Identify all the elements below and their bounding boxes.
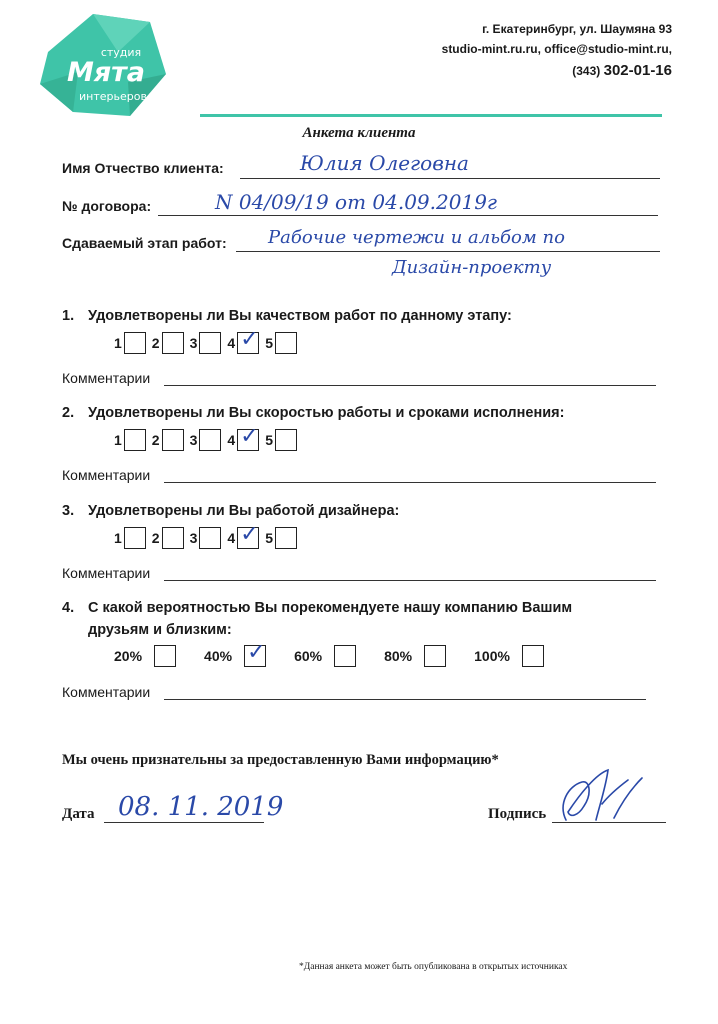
scale-label-3: 3 (189, 432, 198, 448)
option-box-100[interactable] (522, 645, 544, 667)
option-box-20[interactable] (154, 645, 176, 667)
scale-label-4: 4 (227, 530, 236, 546)
signature-label: Подпись (488, 806, 547, 822)
thanks-text: Мы очень признательны за предоставленную Вами информацию* (62, 752, 499, 768)
scale-label-1: 1 (114, 335, 122, 351)
header-divider (200, 114, 662, 117)
rating-box-5[interactable] (275, 332, 297, 354)
contact-phone: 302-01-16 (603, 62, 672, 79)
question-1-text: Удовлетворены ли Вы качеством работ по данному этапу: (88, 308, 512, 324)
contact-web-email: studio-mint.ru.ru, office@studio-mint.ru, (441, 42, 672, 56)
contact-phone-row (572, 62, 672, 79)
comment-label-3: Комментарии (62, 565, 151, 581)
rating-box-1[interactable] (124, 332, 146, 354)
contract-line (158, 215, 658, 216)
scale-label-5: 5 (265, 335, 273, 351)
check-mark-icon: ✓ (240, 424, 259, 449)
question-4-options (114, 640, 572, 667)
rating-box-5[interactable] (275, 429, 297, 451)
question-4 (62, 600, 572, 616)
scale-label-2: 2 (151, 432, 160, 448)
contract-value: N 04/09/19 от 04.09.2019г (215, 190, 498, 214)
question-3-text: Удовлетворены ли Вы работой дизайнера: (88, 503, 400, 519)
date-label: Дата (62, 806, 95, 822)
contact-address: г. Екатеринбург, ул. Шаумяна 93 (482, 22, 672, 36)
contract-label: № договора: (62, 198, 152, 214)
scale-label-3: 3 (189, 335, 198, 351)
logo-line2: Мята (66, 57, 146, 88)
rating-box-4[interactable] (237, 327, 259, 354)
scale-label-2: 2 (151, 530, 160, 546)
scale-label-4: 4 (227, 432, 236, 448)
date-value: 08. 11. 2019 (118, 792, 284, 822)
form-title: Анкета клиента (302, 125, 416, 141)
rating-box-5[interactable] (275, 527, 297, 549)
option-label-100: 100% (474, 648, 510, 664)
question-1 (62, 308, 512, 324)
question-2 (62, 405, 564, 421)
question-2-text: Удовлетворены ли Вы скоростью работы и сроками исполнения: (88, 405, 565, 421)
scale-label-1: 1 (114, 530, 122, 546)
question-1-number: 1. (62, 308, 75, 324)
option-label-80: 80% (384, 648, 413, 664)
question-2-scale (114, 424, 303, 451)
comment-line-2[interactable] (164, 482, 656, 483)
rating-box-3[interactable] (199, 527, 221, 549)
option-label-20: 20% (114, 648, 143, 664)
scale-label-1: 1 (114, 432, 122, 448)
studio-logo (38, 12, 168, 122)
logo-line1: студия (100, 46, 142, 59)
scale-label-4: 4 (227, 335, 236, 351)
client-name-value: Юлия Олеговна (300, 151, 469, 175)
comment-line-1[interactable] (164, 385, 656, 386)
check-mark-icon: ✓ (247, 640, 266, 665)
option-label-40: 40% (204, 648, 233, 664)
question-3-scale (114, 522, 303, 549)
question-2-number: 2. (62, 405, 75, 421)
date-line[interactable] (104, 822, 264, 823)
rating-box-3[interactable] (199, 332, 221, 354)
option-label-60: 60% (294, 648, 323, 664)
client-name-label: Имя Отчество клиента: (62, 160, 224, 176)
question-4-line1: С какой вероятностью Вы порекомендуете нашу компанию Вашим (88, 600, 573, 616)
rating-box-4[interactable] (237, 424, 259, 451)
rating-box-2[interactable] (162, 527, 184, 549)
comment-line-3[interactable] (164, 580, 656, 581)
comment-label-2: Комментарии (62, 467, 151, 483)
rating-box-2[interactable] (162, 429, 184, 451)
rating-box-3[interactable] (199, 429, 221, 451)
contact-phone-code: (343) (572, 64, 601, 78)
client-name-line (240, 178, 660, 179)
stage-value-2: Дизайн-проекту (392, 257, 552, 278)
question-1-scale (114, 327, 303, 354)
logo-line3: интерьеров (79, 90, 147, 103)
comment-label-1: Комментарии (62, 370, 151, 386)
scale-label-5: 5 (265, 432, 273, 448)
scale-label-5: 5 (265, 530, 273, 546)
question-3 (62, 503, 399, 519)
stage-value-1: Рабочие чертежи и альбом по (268, 227, 565, 248)
option-box-80[interactable] (424, 645, 446, 667)
handwritten-signature (556, 764, 646, 828)
rating-box-1[interactable] (124, 429, 146, 451)
comment-line-4[interactable] (164, 699, 646, 700)
question-3-number: 3. (62, 503, 75, 519)
scale-label-3: 3 (189, 530, 198, 546)
question-4-line2: друзьям и близким: (88, 622, 232, 638)
stage-line (236, 251, 660, 252)
question-4-number: 4. (62, 600, 75, 616)
stage-label: Сдаваемый этап работ: (62, 235, 227, 251)
comment-label-4: Комментарии (62, 684, 151, 700)
rating-box-1[interactable] (124, 527, 146, 549)
option-box-40[interactable] (244, 640, 266, 667)
scale-label-2: 2 (151, 335, 160, 351)
check-mark-icon: ✓ (240, 522, 259, 547)
option-box-60[interactable] (334, 645, 356, 667)
check-mark-icon: ✓ (240, 327, 259, 352)
footnote: *Данная анкета может быть опубликована в открытых источниках (299, 962, 568, 972)
rating-box-2[interactable] (162, 332, 184, 354)
rating-box-4[interactable] (237, 522, 259, 549)
